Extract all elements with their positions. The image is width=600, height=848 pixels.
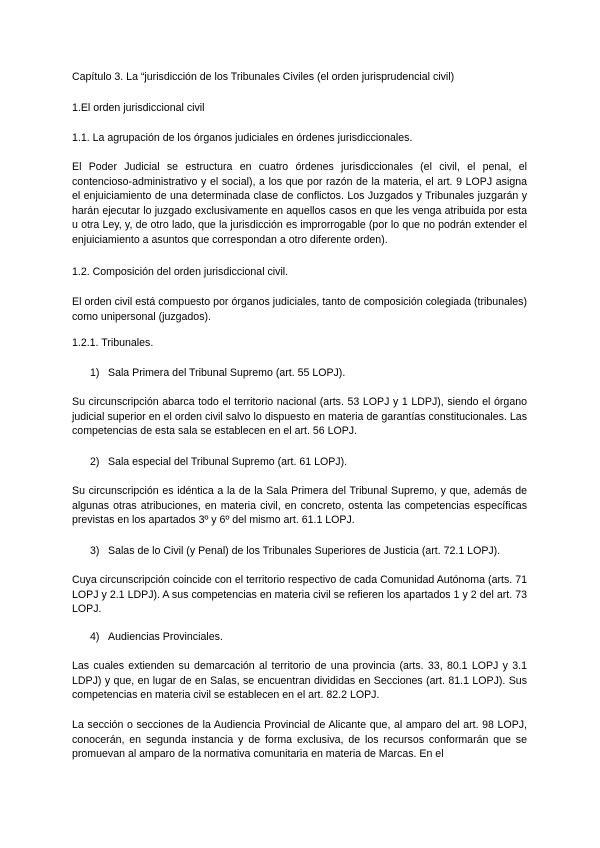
section-heading-1: 1.El orden jurisdiccional civil — [72, 102, 205, 114]
paragraph-3: Su circunscripción abarca todo el territorio nacional (arts. 53 LOPJ y 1 LDPJ), siendo el órgano judicial superior en el orden civil salvo lo dispuesto en materia de garantías constitucionales. Las competencias de esta sala se establecen en el art. 56 LOPJ. — [72, 396, 527, 438]
list-item-label: Salas de lo Civil (y Penal) de los Tribunales Superiores de Justicia (art. 72.1 LOPJ). — [108, 545, 501, 557]
list-item-label: Sala Primera del Tribunal Supremo (art. 55 LOPJ). — [108, 367, 346, 379]
paragraph-2: El orden civil está compuesto por órganos judiciales, tanto de composición colegiada (tribunales) como unipersonal (juzgados). — [72, 296, 527, 323]
paragraph-4: Su circunscripción es idéntica a la de la Sala Primera del Tribunal Supremo, y que, además de algunas otras atribuciones, en materia civil, en concreto, ostenta las competencias específicas previstas en los apartados 3º y 6º del mismo art. 61.1 LOPJ. — [72, 485, 527, 527]
paragraph-7: La sección o secciones de la Audiencia Provincial de Alicante que, al amparo del art. 98 LOPJ, conocerán, en segunda instancia y de forma exclusiva, de los recursos conformarán que se promuevan al amparo de la normativa comunitaria en materia de Marcas. En el — [72, 719, 527, 761]
section-heading-1-2-1: 1.2.1. Tribunales. — [72, 337, 154, 349]
list-item — [90, 455, 347, 470]
list-item-label: Sala especial del Tribunal Supremo (art. 61 LOPJ). — [108, 456, 348, 468]
chapter-title: Capítulo 3. La “jurisdicción de los Tribunales Civiles (el orden jurisprudencial civil) — [72, 71, 455, 83]
paragraph-1: El Poder Judicial se estructura en cuatro órdenes jurisdiccionales (el civil, el penal, el contencioso-administrativo y el social), a los que por razón de la materia, el art. 9 LOPJ asigna el enjuiciamiento de una determinada clase de conflictos. Los Juzgados y Tribunales juzgarán y harán ejecutar lo juzgado exclusivamente en aquellos casos en que les venga atribuida por esta u otra Ley, y, de otro lado, que la jurisdicción es improrrogable (por lo que no podrán extender el enjuiciamiento a asuntos que correspondan a otro diferente orden). — [72, 161, 527, 246]
paragraph-5: Cuya circunscripción coincide con el territorio respectivo de cada Comunidad Autónoma (arts. 71 LOPJ y 2.1 LDPJ). A sus competencias en materia civil se refieren los apartados 1 y 2 del art. 73 LOPJ. — [72, 574, 527, 616]
section-heading-1-1: 1.1. La agrupación de los órganos judiciales en órdenes jurisdiccionales. — [72, 132, 413, 144]
list-item — [90, 366, 345, 381]
list-item — [90, 544, 500, 559]
list-item-number: 2) — [90, 456, 100, 468]
section-heading-1-2: 1.2. Composición del orden jurisdiccional civil. — [72, 266, 289, 278]
list-item — [90, 630, 223, 645]
paragraph-6: Las cuales extienden su demarcación al territorio de una provincia (arts. 33, 80.1 LOPJ y 3.1 LDPJ) y que, en lugar de en Salas, se encuentran divididas en Secciones (art. 81.1 LOPJ). Sus competencias en materia civil se establecen en el art. 82.2 LOPJ. — [72, 660, 527, 702]
list-item-number: 4) — [90, 631, 100, 643]
list-item-number: 3) — [90, 545, 100, 557]
list-item-label: Audiencias Provinciales. — [108, 631, 223, 643]
list-item-number: 1) — [90, 367, 100, 379]
